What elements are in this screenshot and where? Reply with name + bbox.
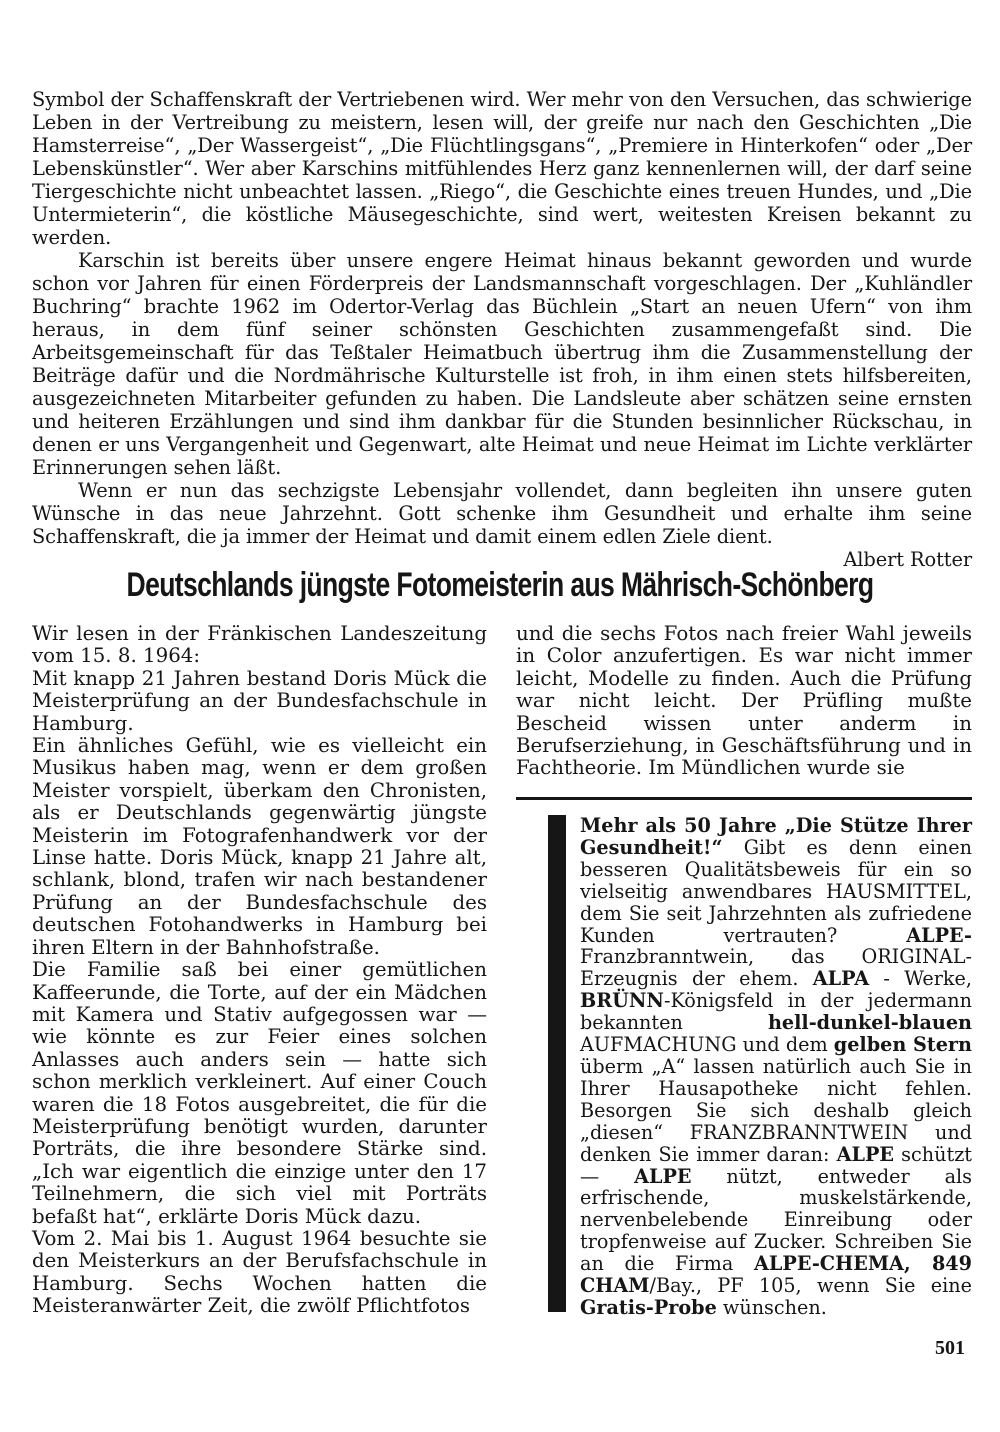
advert-text-run: /Bay., PF 105, wenn Sie eine bbox=[649, 1274, 972, 1298]
advert-emphasis: hell-dunkel-blauen bbox=[767, 1011, 972, 1035]
article-paragraph: Ein ähnliches Gefühl, wie es vielleicht ein Musikus haben mag, wenn er dem großen Meister vorspielt, überkam den Chronisten, als er Deutschlands gegenwärtig jüngste Meisterin im Fotografenhandwerk vor der Linse hatte. Doris Mück, knapp 21 Jahre alt, schlank, blond, trafen wir nach bestandener Prüfung an der Bundesfachschule des deutschen Fotohandwerks in Hamburg bei ihren Eltern in der Bahnhofstraße. bbox=[32, 734, 487, 959]
advert-text-run: - Werke, bbox=[869, 967, 973, 991]
advert-text-run: AUFMACHUNG und dem bbox=[580, 1033, 834, 1057]
intro-section bbox=[32, 88, 972, 571]
advert-text-run: nützt, entweder als erfrischende, muskelstärkende, nervenbelebende Einreibung oder tropfenweise auf Zucker. Schreiben Sie an die Firma bbox=[580, 1164, 972, 1276]
intro-paragraph-3: Wenn er nun das sechzigste Lebensjahr vollendet, dann begleiten ihn unsere guten Wünsche in das neue Jahrzehnt. Gott schenke ihm Gesundheit und erhalte ihm seine Schaffenskraft, die ja immer der Heimat und damit einem edlen Ziele dient. bbox=[32, 479, 972, 548]
advert-text-run: -Königsfeld in der jedermann bekannten bbox=[580, 989, 972, 1035]
page-number: 501 bbox=[935, 1337, 965, 1359]
advert-emphasis: gelben Stern bbox=[833, 1033, 972, 1057]
advert-text-run: schützt — bbox=[580, 1142, 973, 1188]
advert-text-run: Franzbranntwein, das ORIGINAL-Erzeugnis der ehem. bbox=[580, 945, 972, 991]
brand-name: ALPE bbox=[634, 1164, 692, 1188]
intro-paragraph-1: Symbol der Schaffenskraft der Vertriebenen wird. Wer mehr von den Versuchen, das schwierige Leben in der Vertreibung zu meistern, lesen will, der greife nur nach den Geschichten „Die Hamsterreise“, „Der Wassergeist“, „Die Flüchtlingsgans“, „Premiere in Hinterkofen“ oder „Der Lebenskünstler“. Wer aber Karschins mitfühlendes Herz ganz kennenlernen will, der darf seine Tiergeschichte nicht unbeachtet lassen. „Riego“, die Geschichte eines treuen Hundes, und „Die Untermieterin“, die köstliche Mäusegeschichte, sind wert, weitesten Kreisen bekannt zu werden. bbox=[32, 88, 972, 249]
article-headline: Deutschlands jüngste Fotomeisterin aus Mährisch-Schönberg bbox=[126, 566, 874, 604]
brand-name: ALPE- bbox=[906, 923, 972, 947]
brand-name: ALPA bbox=[812, 967, 870, 991]
advert-text-run: wünschen. bbox=[716, 1295, 827, 1319]
article-right-column bbox=[516, 623, 972, 780]
article-paragraph: Die Familie saß bei einer gemütlichen Kaffeerunde, die Torte, auf der ein Mädchen mit Kamera und Stativ aufgegossen war — wie könnte es zur Feier eines solchen Anlasses auch anders sein — hatte sich schon merklich verkleinert. Auf einer Couch waren die 18 Fotos ausgebreitet, die für die Meisterprüfung benötigt wurden, darunter Porträts, die ihre besondere Stärke sind. „Ich war eigentlich die einzige unter den 17 Teilnehmern, die sich viel mit Porträts befaßt hat“, erklärte Doris Mück dazu. bbox=[32, 958, 487, 1228]
advert-emphasis: Gratis-Probe bbox=[580, 1295, 717, 1319]
article-left-column bbox=[32, 623, 487, 1318]
advert-text-run: Gibt es denn einen besseren Qualitätsbeweis für ein so vielseitig anwendbares HAUSMITTEL, dem Sie seit Jahrzehnten als zufriedene Kunden vertrauten? bbox=[580, 835, 972, 947]
article-paragraph: und die sechs Fotos nach freier Wahl jeweils in Color anzufertigen. Es war nicht immer leicht, Modelle zu finden. Auch die Prüfung war nicht leicht. Der Prüfling mußte Bescheid wissen unter anderm in Berufserziehung, in Geschäftsführung und in Fachtheorie. Im Mündlichen wurde sie bbox=[516, 622, 972, 780]
advertisement bbox=[548, 815, 972, 1319]
company-address: ALPE-CHEMA, 849 CHAM bbox=[580, 1252, 972, 1298]
brand-name: ALPE bbox=[836, 1142, 895, 1166]
advert-text bbox=[580, 815, 972, 1319]
article-paragraph: Wir lesen in der Fränkischen Landeszeitung vom 15. 8. 1964: bbox=[32, 622, 487, 668]
intro-paragraph-2: Karschin ist bereits über unsere engere Heimat hinaus bekannt geworden und wurde schon vor Jahren für einen Förderpreis der Landsmannschaft vorgeschlagen. Der „Kuhländler Buchring“ brachte 1962 im Odertor-Verlag das Büchlein „Start an neuen Ufern“ von ihm heraus, in dem fünf seiner schönsten Geschichten zusammengefaßt sind. Die Arbeitsgemeinschaft für das Teßtaler Heimatbuch übertrug ihm die Zusammenstellung der Beiträge dafür und die Nordmährische Kulturstelle ist froh, in ihm einen stets hilfsbereiten, ausgezeichneten Mitarbeiter gefunden zu haben. Die Landsleute aber schätzen seine ernsten und heiteren Erzählungen und sind ihm dankbar für die Stunden besinnlicher Rückschau, in denen er uns Vergangenheit und Gegenwart, alte Heimat und neue Heimat im Lichte verklärter Erinnerungen sehen läßt. bbox=[32, 249, 972, 479]
advert-slogan: Mehr als 50 Jahre „Die Stütze Ihrer Gesundheit!“ bbox=[580, 814, 972, 859]
author-signature: Albert Rotter bbox=[843, 548, 972, 571]
article-paragraph: Mit knapp 21 Jahren bestand Doris Mück die Meisterprüfung an der Bundesfachschule in Hamburg. bbox=[32, 666, 487, 735]
city-name: BRÜNN bbox=[580, 989, 664, 1013]
advert-top-rule bbox=[516, 797, 972, 800]
advert-text-run: überm „A“ lassen natürlich auch Sie in Ihrer Hausapotheke nicht fehlen. Besorgen Sie sich deshalb gleich „diesen“ FRANZBRANNTWEIN und denken Sie immer daran: bbox=[580, 1054, 972, 1166]
article-paragraph: Vom 2. Mai bis 1. August 1964 besuchte sie den Meisterkurs an der Berufsfachschule in Hamburg. Sechs Wochen hatten die Meisteranwärter Zeit, die zwölf Pflichtfotos bbox=[32, 1226, 487, 1318]
